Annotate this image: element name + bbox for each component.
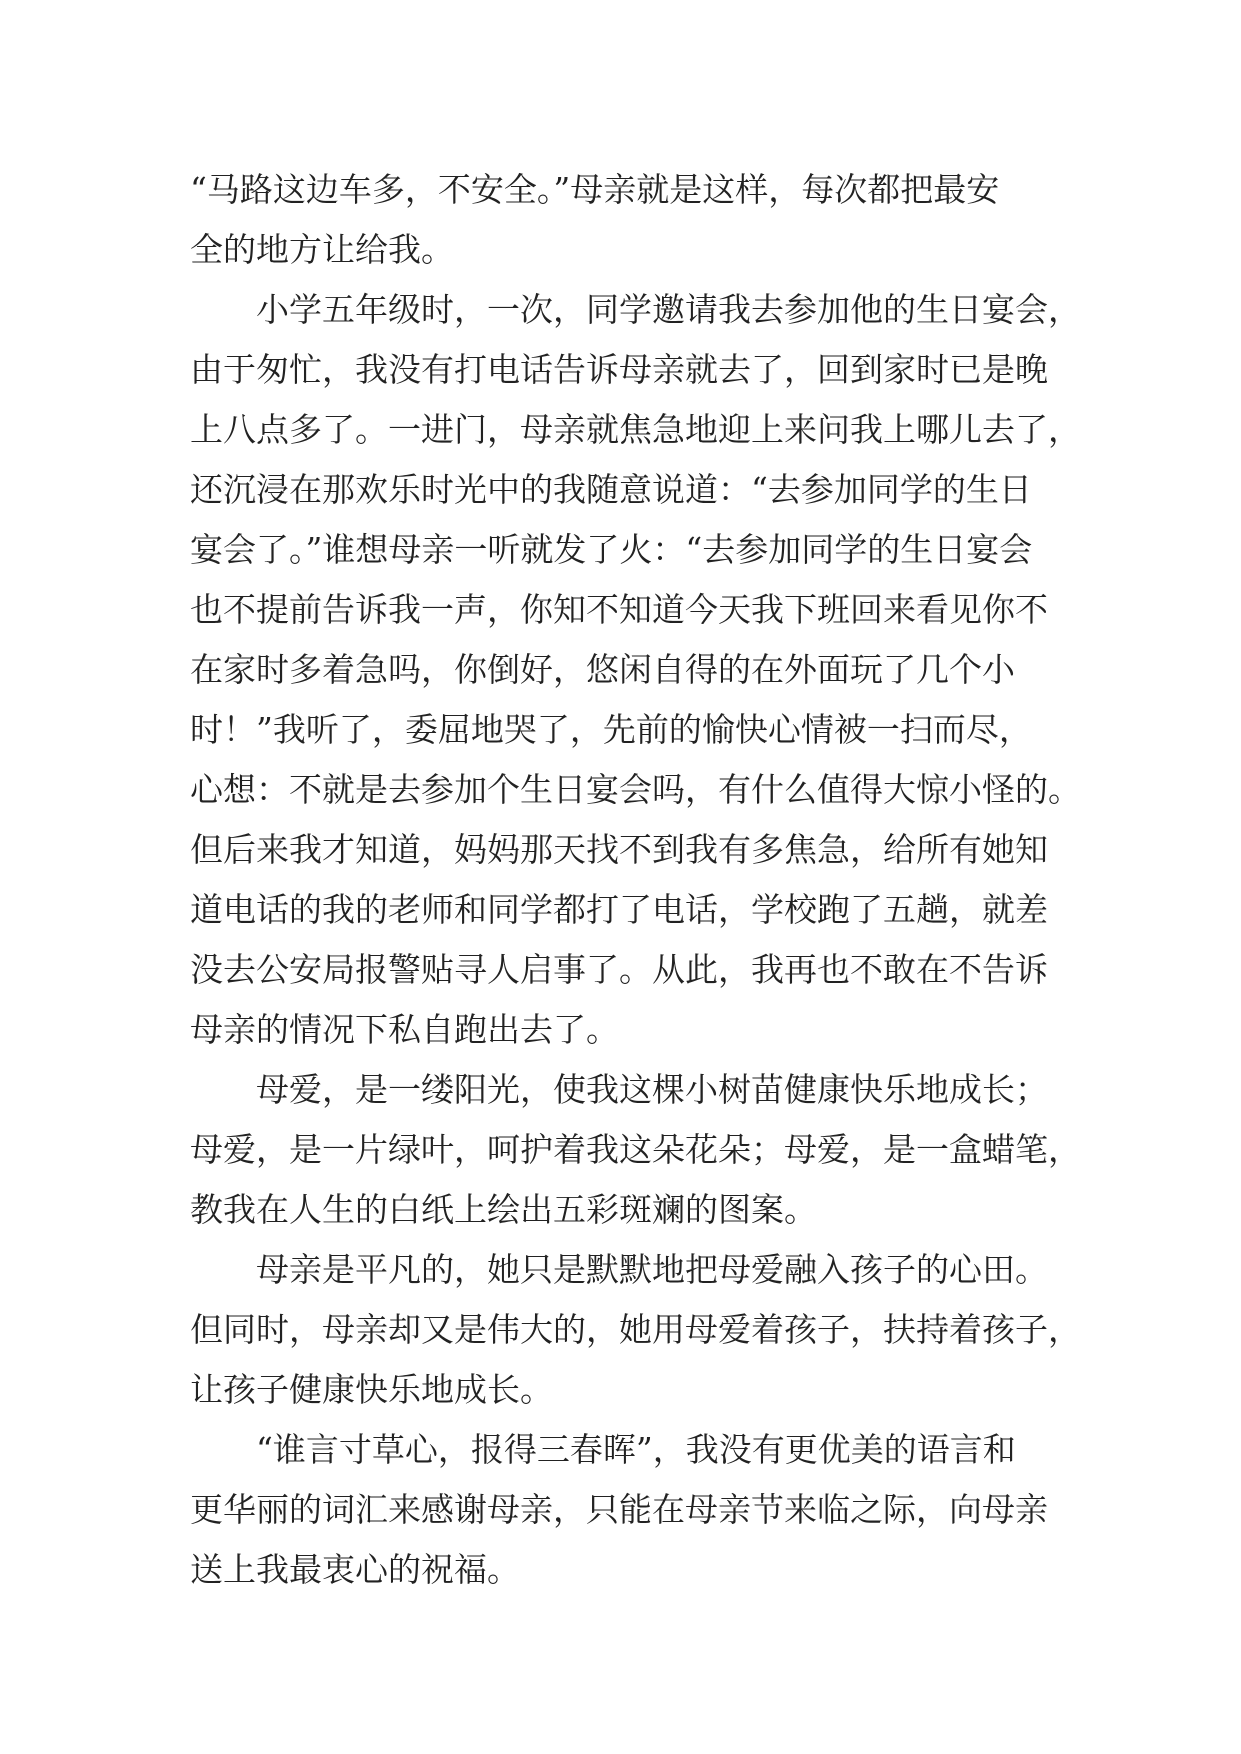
text-line: 更华丽的词汇来感谢母亲，只能在母亲节来临之际，向母亲 [190,1490,1048,1529]
paragraph [190,1240,1081,1420]
document-body [190,160,1081,1600]
paragraph [190,280,1081,1060]
text-line: 时！”我听了，委屈地哭了，先前的愉快心情被一扫而尽， [190,710,1032,749]
paragraph [190,160,1050,280]
text-line: 心想：不就是去参加个生日宴会吗，有什么值得大惊小怪的。 [190,770,1081,809]
text-line: 让孩子健康快乐地成长。 [190,1370,553,1409]
text-line: 小学五年级时，一次，同学邀请我去参加他的生日宴会， [256,290,1081,329]
text-line: 送上我最衷心的祝福。 [190,1550,520,1589]
text-line: “马路这边车多，不安全。”母亲就是这样，每次都把最安 [190,170,1000,209]
text-line: 全的地方让给我。 [190,230,454,269]
text-line: 没去公安局报警贴寻人启事了。从此，我再也不敢在不告诉 [190,950,1048,989]
text-line: 由于匆忙，我没有打电话告诉母亲就去了，回到家时已是晚 [190,350,1048,389]
paragraph [190,1420,1050,1600]
text-line: “谁言寸草心，报得三春晖”，我没有更优美的语言和 [256,1430,1016,1469]
text-line: 道电话的我的老师和同学都打了电话，学校跑了五趟，就差 [190,890,1048,929]
text-line: 但后来我才知道，妈妈那天找不到我有多焦急，给所有她知 [190,830,1048,869]
text-line: 上八点多了。一进门，母亲就焦急地迎上来问我上哪儿去了， [190,410,1081,449]
paragraph [190,1060,1081,1240]
text-line: 宴会了。”谁想母亲一听就发了火：“去参加同学的生日宴会 [190,530,1033,569]
text-line: 母爱，是一缕阳光，使我这棵小树苗健康快乐地成长； [256,1070,1048,1109]
text-line: 在家时多着急吗，你倒好，悠闲自得的在外面玩了几个小 [190,650,1015,689]
text-line: 教我在人生的白纸上绘出五彩斑斓的图案。 [190,1190,817,1229]
text-line: 还沉浸在那欢乐时光中的我随意说道：“去参加同学的生日 [190,470,1032,509]
text-line: 也不提前告诉我一声，你知不知道今天我下班回来看见你不 [190,590,1048,629]
text-line: 但同时，母亲却又是伟大的，她用母爱着孩子，扶持着孩子， [190,1310,1081,1349]
text-line: 母亲是平凡的，她只是默默地把母爱融入孩子的心田。 [256,1250,1048,1289]
text-line: 母爱，是一片绿叶，呵护着我这朵花朵；母爱，是一盒蜡笔， [190,1130,1081,1169]
text-line: 母亲的情况下私自跑出去了。 [190,1010,619,1049]
